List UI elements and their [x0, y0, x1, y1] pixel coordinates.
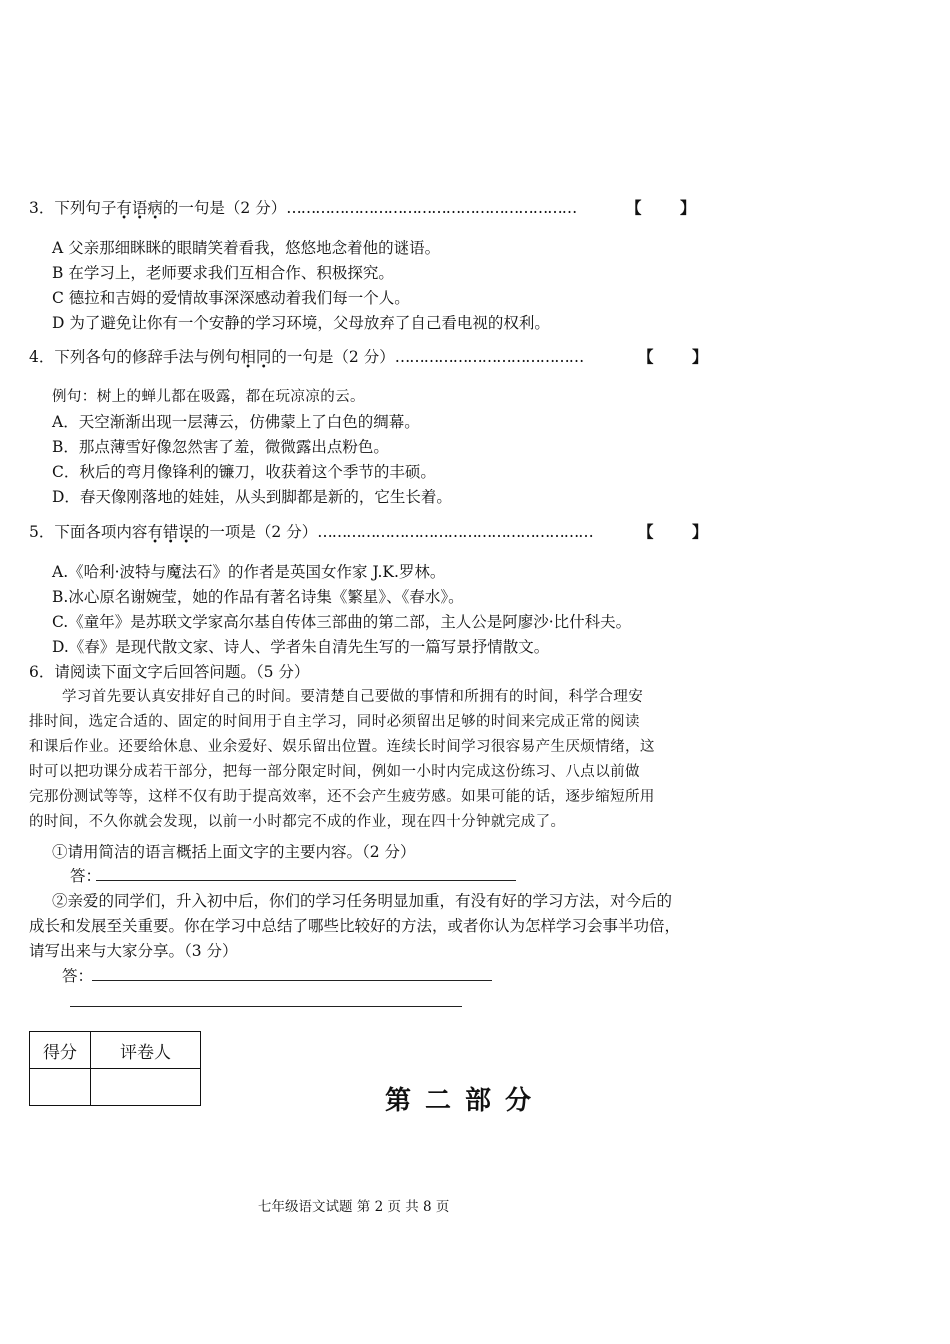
q4-bracket-close: 】	[692, 347, 708, 366]
q5-option-b: B.冰心原名谢婉莹，她的作品有著名诗集《繁星》、《春水》。	[52, 588, 464, 606]
q5-option-d: D.《春》是现代散文家、诗人、学者朱自清先生写的一篇写景抒情散文。	[52, 638, 550, 656]
q3-post: 的一句是（2 分）	[162, 199, 287, 217]
q5-emph-1: 有	[147, 523, 163, 541]
q5-dots: …………………………………………………	[317, 523, 593, 541]
q5-option-c: C.《童年》是苏联文学家高尔基自传体三部曲的第二部，主人公是阿廖沙·比什科夫。	[52, 613, 632, 631]
q5-bracket-open: 【	[638, 522, 654, 541]
q5-option-a: A.《哈利·波特与魔法石》的作者是英国女作家 J.K.罗林。	[52, 563, 446, 581]
q3-dots: ……………………………………………………	[286, 199, 577, 217]
q5-bracket-close: 】	[692, 522, 708, 541]
q3-emph-1: 有	[116, 199, 132, 217]
q3-pre: 3．下列句子	[29, 199, 117, 217]
q6-title: 6．请阅读下面文字后回答问题。（5 分）	[29, 663, 310, 681]
q6-subquestion-1: ①请用简洁的语言概括上面文字的主要内容。（2 分）	[52, 843, 416, 861]
q5-emph-2: 错	[162, 523, 179, 541]
q4-option-c: C．秋后的弯月像锋利的镰刀，收获着这个季节的丰硕。	[52, 463, 436, 481]
q4-stem	[29, 345, 583, 367]
q6-passage-line-2: 排时间，选定合适的、固定的时间用于自主学习，同时必须留出足够的时间来完成正常的阅读	[29, 714, 640, 730]
q3-bracket-close: 】	[680, 198, 696, 217]
q6-passage-line-3: 和课后作业。还要给休息、业余爱好、娱乐留出位置。连续长时间学习很容易产生厌烦情绪，这	[29, 739, 655, 755]
q6-passage-line-4: 时可以把功课分成若干部分，把每一部分限定时间，例如一小时内完成这份练习、八点以前做	[29, 764, 640, 780]
q4-bracket-open: 【	[638, 347, 654, 366]
score-cell[interactable]	[30, 1069, 91, 1106]
q4-option-b: B．那点薄雪好像忽然害了羞，微微露出点粉色。	[52, 438, 389, 456]
q4-option-d: D．春天像刚落地的娃娃，从头到脚都是新的，它生长着。	[52, 488, 452, 506]
q4-post: 的一句是（2 分）	[271, 348, 395, 366]
q3-stem	[29, 196, 576, 218]
grader-header: 评卷人	[91, 1032, 201, 1069]
q6-answer-line-2[interactable]	[92, 980, 492, 981]
q5-emph-3: 误	[178, 523, 194, 541]
q6-answer-label-2: 答：	[62, 967, 94, 985]
q6-answer-line-1[interactable]	[96, 880, 516, 881]
page-footer: 七年级语文试题 第 2 页 共 8 页	[258, 1199, 450, 1215]
score-table	[29, 1031, 201, 1106]
q4-option-a: A．天空渐渐出现一层薄云，仿佛蒙上了白色的绸幕。	[52, 413, 420, 431]
q5-pre: 5．下面各项内容	[29, 523, 148, 541]
q6-passage-line-5: 完那份测试等等，这样不仅有助于提高效率，还不会产生疲劳感。如果可能的话，逐步缩短所用	[29, 789, 655, 805]
grader-cell[interactable]	[91, 1069, 201, 1106]
q4-pre: 4．下列各句的修辞手法与例句	[29, 348, 241, 366]
q3-option-a: A 父亲那细眯眯的眼睛笑着看我，悠悠地念着他的谜语。	[52, 239, 441, 257]
q5-post: 的一项是（2 分）	[193, 523, 318, 541]
q3-bracket-open: 【	[626, 198, 642, 217]
q6-passage-line-6: 的时间，不久你就会发现，以前一小时都完不成的作业，现在四十分钟就完成了。	[29, 814, 566, 830]
q6-subquestion-2-line-3: 请写出来与大家分享。（3 分）	[29, 942, 238, 960]
q6-answer-label-1: 答：	[70, 867, 102, 885]
q6-passage-line-1: 学习首先要认真安排好自己的时间。要清楚自己要做的事情和所拥有的时间，科学合理安	[62, 689, 644, 705]
q3-option-c: C 德拉和吉姆的爱情故事深深感动着我们每一个人。	[52, 289, 410, 307]
q5-stem	[29, 520, 593, 542]
q3-option-d: D 为了避免让你有一个安静的学习环境，父母放弃了自己看电视的权利。	[52, 314, 550, 332]
section-title: 第二部分	[385, 1086, 546, 1116]
q4-dots: …………………………………	[394, 348, 584, 366]
q6-subquestion-2-line-2: 成长和发展至关重要。你在学习中总结了哪些比较好的方法，或者你认为怎样学习会事半功倍，	[29, 917, 681, 935]
q4-example: 例句：树上的蝉儿都在吸露，都在玩凉凉的云。	[52, 389, 365, 405]
q3-option-b: B 在学习上，老师要求我们互相合作、积极探究。	[52, 264, 394, 282]
q6-answer-line-3[interactable]	[70, 1006, 462, 1007]
q3-emph-2: 语	[131, 199, 148, 217]
q6-subquestion-2-line-1: ②亲爱的同学们，升入初中后，你们的学习任务明显加重，有没有好的学习方法，对今后的	[52, 892, 673, 910]
q4-emph-1: 相	[240, 348, 256, 366]
q4-emph-2: 同	[255, 348, 272, 366]
q3-emph-3: 病	[147, 199, 163, 217]
score-header: 得分	[30, 1032, 91, 1069]
